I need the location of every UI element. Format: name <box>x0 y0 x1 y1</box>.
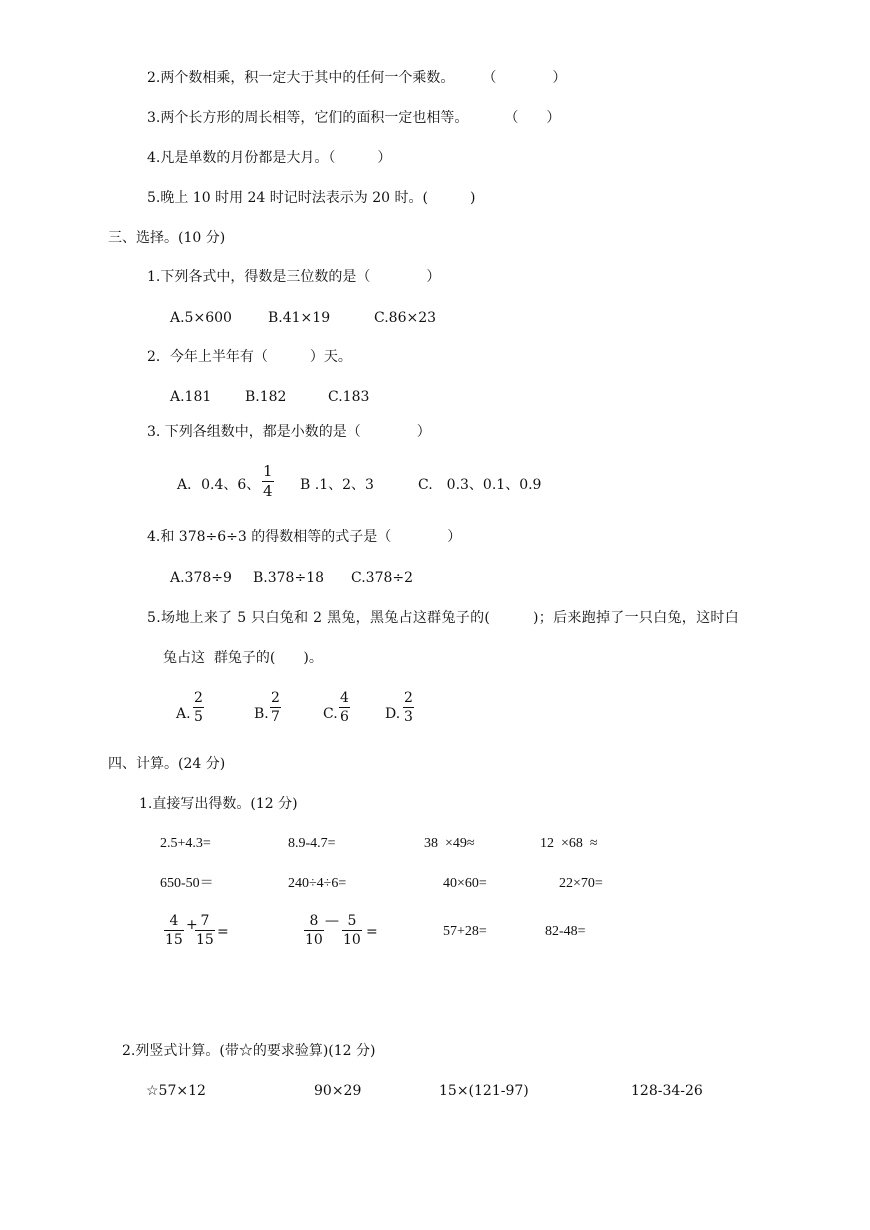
vertical-calc-3: 15×(121-97) <box>439 1083 529 1099</box>
choice-q5-option-c[interactable]: C. <box>323 706 338 722</box>
choice-q2-option-c[interactable]: C.183 <box>328 389 370 405</box>
calc-r1-1: 2.5+4.3= <box>160 836 211 851</box>
choice-q1-option-a[interactable]: A.5×600 <box>170 310 232 326</box>
calc-frac-4-15: $\frac{4}{15}$ <box>165 913 183 948</box>
fraction-two-thirds: $\frac{2}{3}$ <box>404 690 413 725</box>
calc-op-minus: — <box>325 913 339 929</box>
choice-q4-option-b[interactable]: B.378÷18 <box>253 570 325 586</box>
vertical-calc-4: 128-34-26 <box>631 1083 703 1099</box>
vertical-calc-2: 90×29 <box>314 1083 362 1099</box>
tf-item-5: 5.晚上 10 时用 24 时记时法表示为 20 时。( ) <box>147 190 476 206</box>
section-heading-calc: 四、计算。(24 分) <box>108 756 226 772</box>
calc-r3-4: 82-48= <box>545 924 586 939</box>
choice-q3: 3. 下列各组数中，都是小数的是（ ） <box>147 424 431 440</box>
calc-r2-3: 40×60= <box>443 876 487 891</box>
fraction-four-sixths: $\frac{4}{6}$ <box>340 690 349 725</box>
answer-paren[interactable]: （ ） <box>482 70 567 86</box>
choice-q5-option-a[interactable]: A. <box>176 706 191 722</box>
calc-r2-1: 650-50＝ <box>160 876 214 891</box>
choice-q3-option-c[interactable]: C. 0.3、0.1、0.9 <box>418 477 542 493</box>
calc-r3-3: 57+28= <box>443 924 487 939</box>
vertical-calc-1: ☆57×12 <box>146 1083 206 1099</box>
fraction-two-fifths: $\frac{2}{5}$ <box>194 690 203 725</box>
choice-q1-option-c[interactable]: C.86×23 <box>374 310 437 326</box>
calc-frac-8-10: $\frac{8}{10}$ <box>305 913 323 948</box>
calc-r2-2: 240÷4÷6= <box>288 876 347 891</box>
calc-eq: = <box>366 924 378 940</box>
calc-eq: = <box>217 924 229 940</box>
section-heading-choice: 三、选择。(10 分) <box>108 230 226 246</box>
choice-q5-option-d[interactable]: D. <box>385 706 401 722</box>
choice-q1-option-b[interactable]: B.41×19 <box>268 310 331 326</box>
calc-frac-5-10: $\frac{5}{10}$ <box>343 913 361 948</box>
choice-q5-line1: 5.场地上来了 5 只白兔和 2 黑兔，黑兔占这群兔子的( )；后来跑掉了一只白兔，这时白 <box>147 610 739 626</box>
calc-q1: 1.直接写出得数。(12 分) <box>139 796 298 812</box>
tf-item-3: 3.两个长方形的周长相等，它们的面积一定也相等。 （ ） <box>147 110 561 126</box>
answer-paren[interactable]: （ ） <box>504 110 561 126</box>
calc-r1-3: 38 ×49≈ <box>424 836 475 851</box>
calc-r1-2: 8.9-4.7= <box>288 836 336 851</box>
calc-r1-4: 12 ×68 ≈ <box>540 836 598 851</box>
choice-q3-option-a[interactable]: A．0.4、6、 <box>177 477 261 493</box>
choice-q2-option-a[interactable]: A.181 <box>170 389 212 405</box>
fraction-two-sevenths: $\frac{2}{7}$ <box>271 690 280 725</box>
choice-q4-option-c[interactable]: C.378÷2 <box>351 570 414 586</box>
choice-q5-option-b[interactable]: B. <box>254 706 269 722</box>
tf-item-2: 2.两个数相乘，积一定大于其中的任何一个乘数。 （ ） <box>147 70 567 86</box>
choice-q5-line2: 兔占这 群兔子的( )。 <box>163 650 323 666</box>
choice-q2: 2．今年上半年有（ ）天。 <box>147 349 352 365</box>
choice-q3-option-b[interactable]: B .1、2、3 <box>300 477 374 493</box>
calc-r2-4: 22×70= <box>559 876 603 891</box>
calc-q2: 2.列竖式计算。(带☆的要求验算)(12 分) <box>122 1043 376 1059</box>
calc-frac-7-15: $\frac{7}{15}$ <box>196 913 214 948</box>
choice-q2-option-b[interactable]: B.182 <box>245 389 287 405</box>
tf-item-4: 4.凡是单数的月份都是大月。（ ） <box>147 150 392 166</box>
fraction-one-quarter: $\frac{1}{4}$ <box>263 462 273 500</box>
choice-q4-option-a[interactable]: A.378÷9 <box>170 570 232 586</box>
calc-op-plus: + <box>186 917 198 933</box>
choice-q4: 4.和 378÷6÷3 的得数相等的式子是（ ） <box>147 529 462 545</box>
choice-q1: 1.下列各式中，得数是三位数的是（ ） <box>147 269 441 285</box>
